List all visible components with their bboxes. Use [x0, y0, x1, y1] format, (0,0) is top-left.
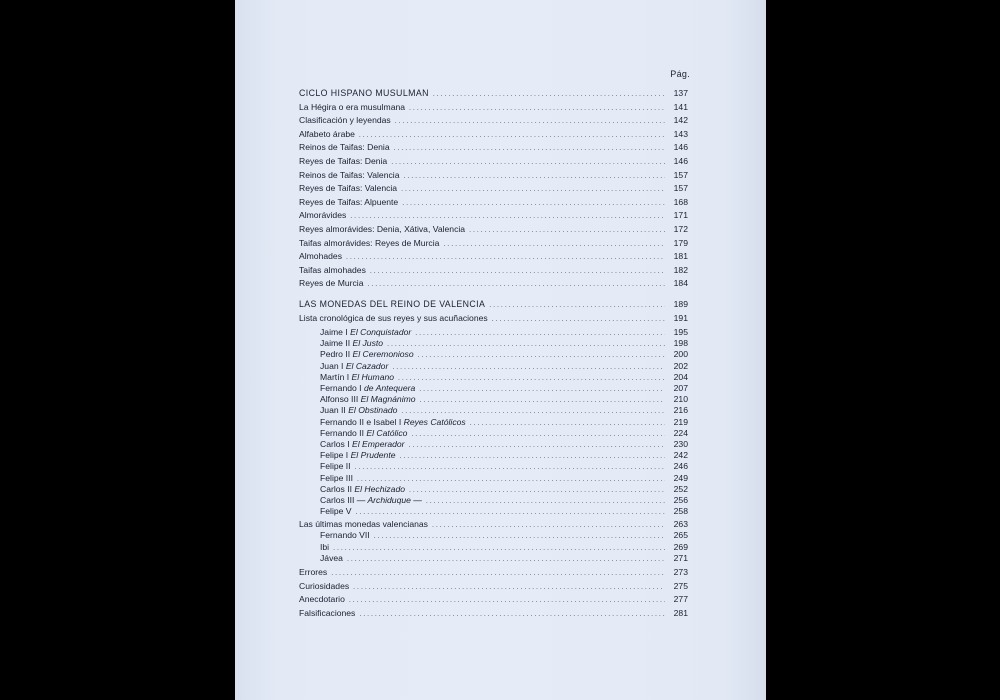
page-column-header: Pág.	[670, 69, 690, 79]
toc-entry	[299, 182, 688, 196]
king-epithet: El Humano	[351, 371, 395, 382]
toc-entry	[299, 223, 688, 237]
toc-entry-title	[320, 417, 466, 428]
toc-king-entry	[299, 383, 688, 394]
toc-page-number: 141	[673, 101, 688, 112]
dot-leader	[401, 183, 665, 197]
dot-leader	[395, 115, 665, 129]
toc-page-number: 195	[673, 327, 688, 338]
toc-king-entry	[299, 428, 688, 439]
dot-leader	[418, 350, 665, 361]
toc-sub-entry	[299, 530, 688, 541]
toc-entry	[299, 128, 688, 142]
toc-page-number: 179	[673, 237, 688, 248]
king-name: Carlos I	[320, 438, 350, 449]
toc-entry	[299, 101, 688, 115]
toc-king-entry	[299, 327, 688, 338]
dot-leader	[392, 362, 665, 373]
toc-king-entry	[299, 450, 688, 461]
toc-page-number: 146	[673, 142, 688, 153]
toc-page-number: 207	[673, 383, 688, 394]
toc-page-number: 219	[673, 416, 688, 427]
toc-entry-title	[320, 495, 422, 506]
toc-king-entry	[299, 439, 688, 450]
dot-leader	[433, 88, 665, 102]
king-epithet: de Antequera	[363, 383, 416, 394]
toc-entry	[299, 593, 688, 607]
dot-leader	[333, 543, 665, 554]
toc-page-number: 256	[673, 494, 688, 505]
toc-king-entry	[299, 361, 688, 372]
toc-page-number: 246	[673, 461, 688, 472]
toc-entry-title	[320, 473, 353, 484]
toc-page-number: 157	[673, 169, 688, 180]
toc-entry-title: Lista cronológica de sus reyes y sus acuñaciones	[299, 312, 488, 323]
dot-leader	[426, 496, 665, 507]
king-name: Felipe III	[320, 472, 353, 483]
toc-king-entry	[299, 461, 688, 472]
toc-entry-title: Reyes de Taifas: Alpuente	[299, 196, 399, 207]
toc-entry-title	[320, 484, 405, 495]
toc-entry-title: Reinos de Taifas: Valencia	[299, 169, 400, 180]
king-epithet: El Ceremonioso	[352, 349, 414, 360]
toc-entry-title: Falsificaciones	[299, 607, 356, 618]
toc-entry-title: Errores	[299, 567, 328, 578]
toc-entry-title: LAS MONEDAS DEL REINO DE VALENCIA	[299, 298, 486, 309]
dot-leader	[367, 278, 665, 292]
toc-entry-title: Anecdotario	[299, 594, 345, 605]
king-name: Jaime II	[320, 338, 351, 349]
dot-leader	[349, 594, 665, 608]
king-name: Felipe V	[320, 506, 352, 517]
toc-entry-title: Las últimas monedas valencianas	[299, 519, 428, 530]
toc-king-entry	[299, 349, 688, 360]
toc-entry	[299, 141, 688, 155]
toc-entry	[299, 607, 688, 621]
dot-leader	[432, 520, 665, 531]
king-name: Fernando II e Isabel I	[320, 416, 402, 427]
dot-leader	[409, 102, 665, 116]
toc-entry	[299, 519, 688, 530]
toc-page-number: 277	[673, 594, 688, 605]
toc-entry-title: Fernando VII	[320, 530, 370, 541]
toc-page-number: 171	[673, 210, 688, 221]
toc-page-number: 182	[673, 264, 688, 275]
dot-leader	[359, 129, 665, 143]
toc-page-number: 204	[673, 371, 688, 382]
toc-page-number: 146	[673, 155, 688, 166]
toc-page-number: 210	[673, 394, 688, 405]
dot-leader	[374, 531, 665, 542]
toc-entry-title: Almorávides	[299, 210, 347, 221]
toc-entry	[299, 196, 688, 210]
toc-entry-title: Curiosidades	[299, 580, 350, 591]
toc-entry-title	[320, 349, 414, 360]
king-epithet: El Conquistador	[350, 327, 412, 338]
king-epithet: El Obstinado	[348, 405, 398, 416]
toc-entry-title: Taifas almorávides: Reyes de Murcia	[299, 237, 440, 248]
toc-entry-title: Ibi	[320, 541, 330, 552]
dot-leader	[403, 170, 665, 184]
toc-entry-title	[320, 383, 415, 394]
toc-entry-title: Reyes de Taifas: Denia	[299, 155, 388, 166]
dot-leader	[387, 339, 665, 350]
toc-page-number: 275	[673, 580, 688, 591]
toc-king-entry	[299, 417, 688, 428]
toc-section-heading	[299, 87, 688, 101]
dot-leader	[347, 554, 665, 565]
toc-entry-title	[320, 506, 352, 517]
table-of-contents	[299, 87, 688, 620]
king-name: Carlos III	[320, 494, 355, 505]
toc-king-entry	[299, 394, 688, 405]
king-name: Fernando II	[320, 427, 364, 438]
toc-entry	[299, 580, 688, 594]
toc-page-number: 184	[673, 278, 688, 289]
dot-leader	[492, 313, 665, 327]
king-epithet: El Justo	[352, 338, 384, 349]
toc-page-number: 189	[673, 298, 688, 309]
dot-leader	[400, 451, 666, 462]
toc-page-number: 157	[673, 183, 688, 194]
toc-entry	[299, 312, 688, 326]
dot-leader	[398, 373, 665, 384]
dot-leader	[370, 265, 665, 279]
toc-entry	[299, 169, 688, 183]
toc-entry	[299, 114, 688, 128]
toc-entry-title	[320, 439, 405, 450]
king-name: Fernando I	[320, 383, 362, 394]
king-name: Martín I	[320, 371, 350, 382]
dot-leader	[350, 210, 665, 224]
toc-entry-title: Reyes de Taifas: Valencia	[299, 183, 398, 194]
king-name: Pedro II	[320, 349, 351, 360]
toc-sub-entry	[299, 553, 688, 564]
toc-page-number: 216	[673, 405, 688, 416]
king-epithet: El Hechizado	[354, 483, 406, 494]
dot-leader	[346, 251, 665, 265]
toc-king-entry	[299, 506, 688, 517]
toc-page-number: 224	[673, 427, 688, 438]
dot-leader	[419, 384, 665, 395]
toc-entry	[299, 155, 688, 169]
toc-king-entry	[299, 495, 688, 506]
toc-king-entry	[299, 338, 688, 349]
king-epithet: El Prudente	[350, 450, 396, 461]
dot-leader	[470, 418, 665, 429]
toc-page-number: 273	[673, 567, 688, 578]
dot-leader	[415, 328, 665, 339]
king-epithet: El Católico	[366, 427, 408, 438]
toc-entry-title	[320, 372, 394, 383]
toc-entry-title: Reyes almorávides: Denia, Xátiva, Valencia	[299, 223, 466, 234]
dot-leader	[331, 567, 665, 581]
toc-entry-title: Alfabeto árabe	[299, 128, 355, 139]
toc-page-number: 265	[673, 530, 688, 541]
toc-entry	[299, 277, 688, 291]
toc-king-entry	[299, 484, 688, 495]
toc-entry	[299, 209, 688, 223]
toc-page-number: 263	[673, 519, 688, 530]
toc-entry-title: Reinos de Taifas: Denia	[299, 142, 390, 153]
toc-page-number: 181	[673, 251, 688, 262]
king-name: Alfonso III	[320, 394, 359, 405]
toc-king-entry	[299, 372, 688, 383]
dot-leader	[443, 238, 665, 252]
toc-entry-title: La Hégira o era musulmana	[299, 101, 406, 112]
toc-entry-title	[320, 327, 411, 338]
toc-entry-title: Almohades	[299, 251, 342, 262]
toc-entry-title	[320, 338, 383, 349]
toc-page-number: 143	[673, 128, 688, 139]
king-name: Jaime I	[320, 327, 348, 338]
dot-leader	[353, 581, 665, 595]
dot-leader	[420, 395, 665, 406]
king-name: Felipe II	[320, 461, 351, 472]
toc-entry-title	[320, 461, 351, 472]
toc-king-entry	[299, 405, 688, 416]
toc-page-number: 168	[673, 196, 688, 207]
king-name: Juan I	[320, 360, 344, 371]
toc-page-number: 252	[673, 483, 688, 494]
toc-page-number: 137	[673, 88, 688, 98]
toc-page-number: 200	[673, 349, 688, 360]
dot-leader	[355, 462, 665, 473]
toc-page-number: 191	[673, 312, 688, 323]
dot-leader	[391, 156, 665, 170]
toc-entry-title: Jávea	[320, 552, 343, 563]
dot-leader	[402, 197, 665, 211]
toc-entry-title	[320, 361, 388, 372]
toc-entry-title	[320, 394, 416, 405]
toc-page-number: 172	[673, 223, 688, 234]
toc-entry	[299, 264, 688, 278]
toc-entry-title	[320, 428, 407, 439]
toc-entry	[299, 566, 688, 580]
toc-entry	[299, 250, 688, 264]
dot-leader	[411, 429, 665, 440]
toc-entry	[299, 237, 688, 251]
toc-king-entry	[299, 473, 688, 484]
king-epithet: El Cazador	[345, 360, 389, 371]
toc-page-number: 202	[673, 360, 688, 371]
toc-sub-entry	[299, 542, 688, 553]
book-page	[235, 0, 766, 700]
king-epithet: — Archiduque —	[356, 494, 422, 505]
toc-entry-title	[320, 405, 397, 416]
dot-leader	[409, 440, 665, 451]
king-name: Carlos II	[320, 483, 352, 494]
dot-leader	[489, 299, 665, 313]
toc-entry-title: Reyes de Murcia	[299, 278, 364, 289]
toc-page-number: 271	[673, 552, 688, 563]
king-name: Juan II	[320, 405, 346, 416]
dot-leader	[359, 608, 665, 622]
toc-page-number: 258	[673, 506, 688, 517]
toc-entry-title: CICLO HISPANO MUSULMAN	[299, 88, 429, 98]
dot-leader	[409, 485, 665, 496]
toc-page-number: 242	[673, 450, 688, 461]
toc-page-number: 198	[673, 338, 688, 349]
dot-leader	[394, 142, 665, 156]
dot-leader	[356, 507, 665, 518]
king-epithet: El Magnánimo	[360, 394, 416, 405]
toc-page-number: 281	[673, 607, 688, 618]
dot-leader	[469, 224, 665, 238]
toc-entry-title	[320, 450, 396, 461]
king-epithet: Reyes Católicos	[403, 416, 466, 427]
toc-page-number: 142	[673, 115, 688, 126]
toc-entry-title: Clasificación y leyendas	[299, 115, 391, 126]
toc-section-heading	[299, 298, 688, 312]
toc-page-number: 249	[673, 472, 688, 483]
toc-page-number: 230	[673, 438, 688, 449]
king-epithet: El Emperador	[352, 438, 405, 449]
toc-page-number: 269	[673, 541, 688, 552]
toc-entry-title: Taifas almohades	[299, 264, 366, 275]
king-name: Felipe I	[320, 450, 349, 461]
